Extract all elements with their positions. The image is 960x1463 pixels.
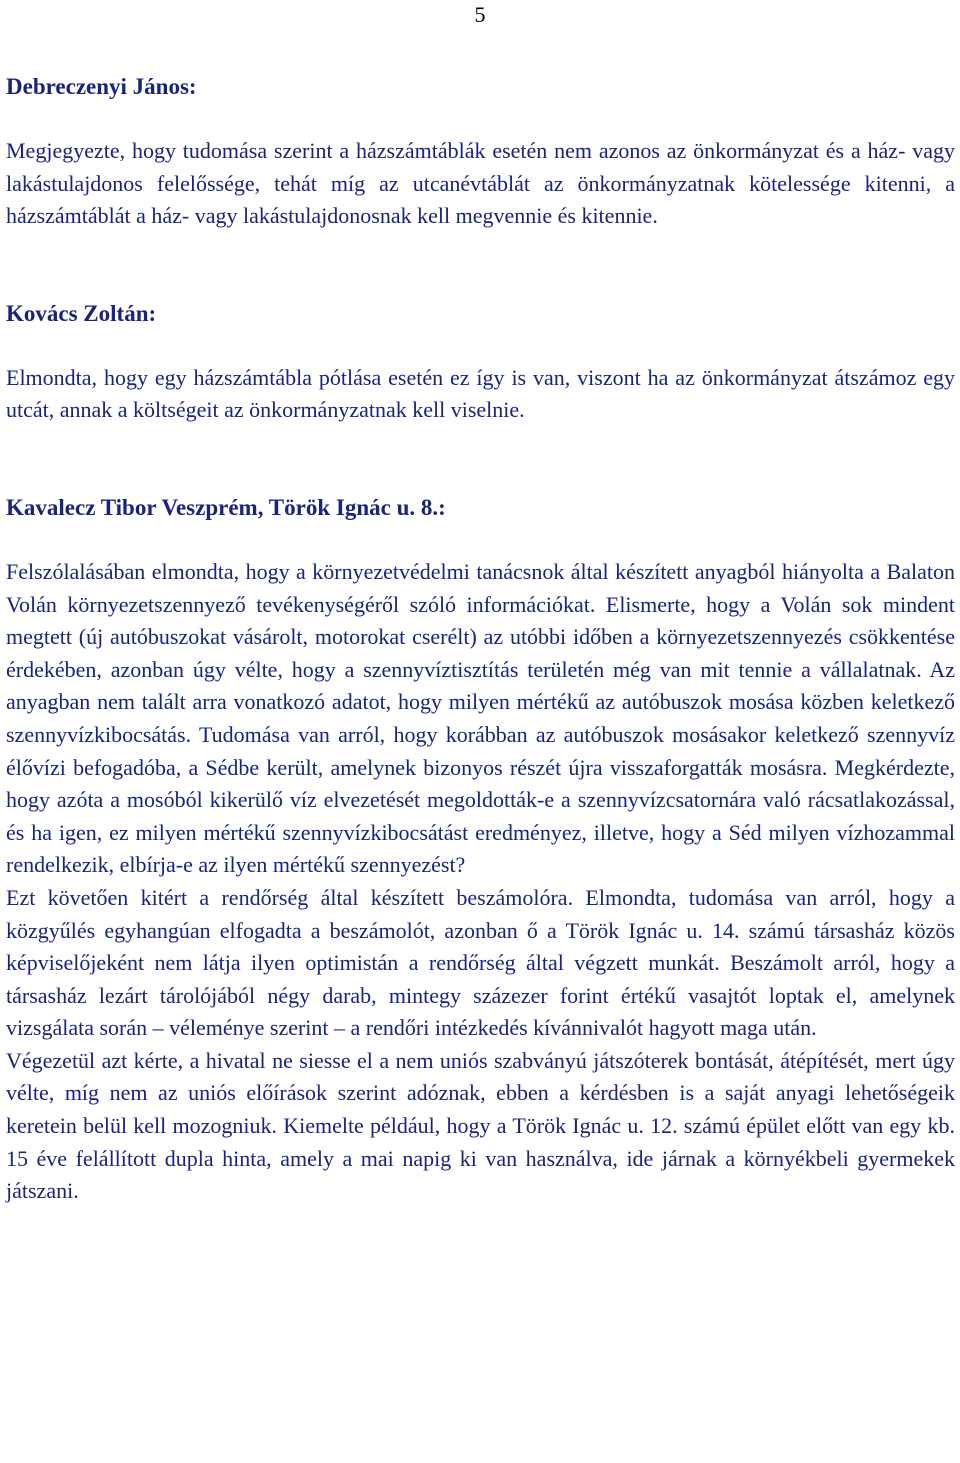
statement-paragraph: Végezetül azt kérte, a hivatal ne siesse el a nem uniós szabványú játszóterek bontását, átépítését, mert úgy vélte, míg nem az uniós előírások szerint adóznak, ebben a kérdésben is a saját anyagi lehetőségeik keretein belül kell mozogniuk. Kiemelte például, hogy a Török Ignác u. 12. számú épület előtt van egy kb. 15 éve felállított dupla hinta, amely a mai napig ki van használva, ide járnak a környékbeli gyermekek játszani. — [6, 1047, 955, 1204]
statement-paragraph: Megjegyezte, hogy tudomása szerint a házszámtáblák esetén nem azonos az önkormányzat és a ház- vagy lakástulajdonos felelőssége, tehát míg az utcanévtáblát az önkormányzatnak kötelessége kitenni, a házszámtáblát a ház- vagy lakástulajdonosnak kell megvennie és kitennie. — [6, 138, 955, 229]
speaker-heading: Kavalecz Tibor Veszprém, Török Ignác u. 8.: — [6, 494, 446, 520]
speaker-heading: Debreczenyi János: — [6, 74, 197, 99]
document-body — [6, 70, 955, 1208]
statement-paragraph: Ezt követően kitért a rendőrség által készített beszámolóra. Elmondta, tudomása van arról, hogy a közgyűlés egyhangúan elfogadta a beszámolót, azonban ő a Török Ignác u. 14. számú társasház közös képviselőjeként nem látja ilyen optimistán a rendőrség által végzett munkát. Beszámolt arról, hogy a társasház lezárt tárolójából négy darab, mintegy százezer forint értékű vasajtót loptak el, amelynek vizsgálata során – véleménye szerint – a rendőri intézkedés kívánnivalót hagyott maga után. — [6, 884, 955, 1041]
section-debreczenyi — [6, 70, 955, 233]
statement-paragraph: Elmondta, hogy egy házszámtábla pótlása esetén ez így is van, viszont ha az önkormányzat átszámoz egy utcát, annak a költségeit az önkormányzatnak kell viselnie. — [6, 364, 955, 423]
statement-paragraph: Felszólalásában elmondta, hogy a környezetvédelmi tanácsnok által készített anyagból hiányolta a Balaton Volán környezetszennyező tevékenységéről szóló információkat. Elismerte, hogy a Volán sok mindent megtett (új autóbuszokat vásárolt, motorokat cserélt) az utóbbi időben a környezetszennyezés csökkentése érdekében, azonban úgy vélte, hogy a szennyvíztisztítás területén még van mit tennie a vállalatnak. Az anyagban nem talált arra vonatkozó adatot, hogy milyen mértékű az autóbuszok mosása közben keletkező szennyvízkibocsátás. Tudomása van arról, hogy korábban az autóbuszok mosásakor keletkező szennyvíz élővízi befogadóba, a Sédbe került, amelynek bizonyos részét újra visszaforgatták mosásra. Megkérdezte, hogy azóta a mosóból kikerülő víz elvezetését megoldották-e a szennyvízcsatornára való rácsatlakozással, és ha igen, ez milyen mértékű szennyvízkibocsátást eredményez, illetve, hogy a Séd milyen vízhozammal rendelkezik, elbírja-e az ilyen mértékű szennyezést? — [6, 558, 955, 878]
section-kovacs — [6, 297, 955, 427]
speaker-heading: Kovács Zoltán: — [6, 300, 157, 326]
section-kavalecz — [6, 491, 955, 1208]
page-number: 5 — [474, 2, 486, 27]
